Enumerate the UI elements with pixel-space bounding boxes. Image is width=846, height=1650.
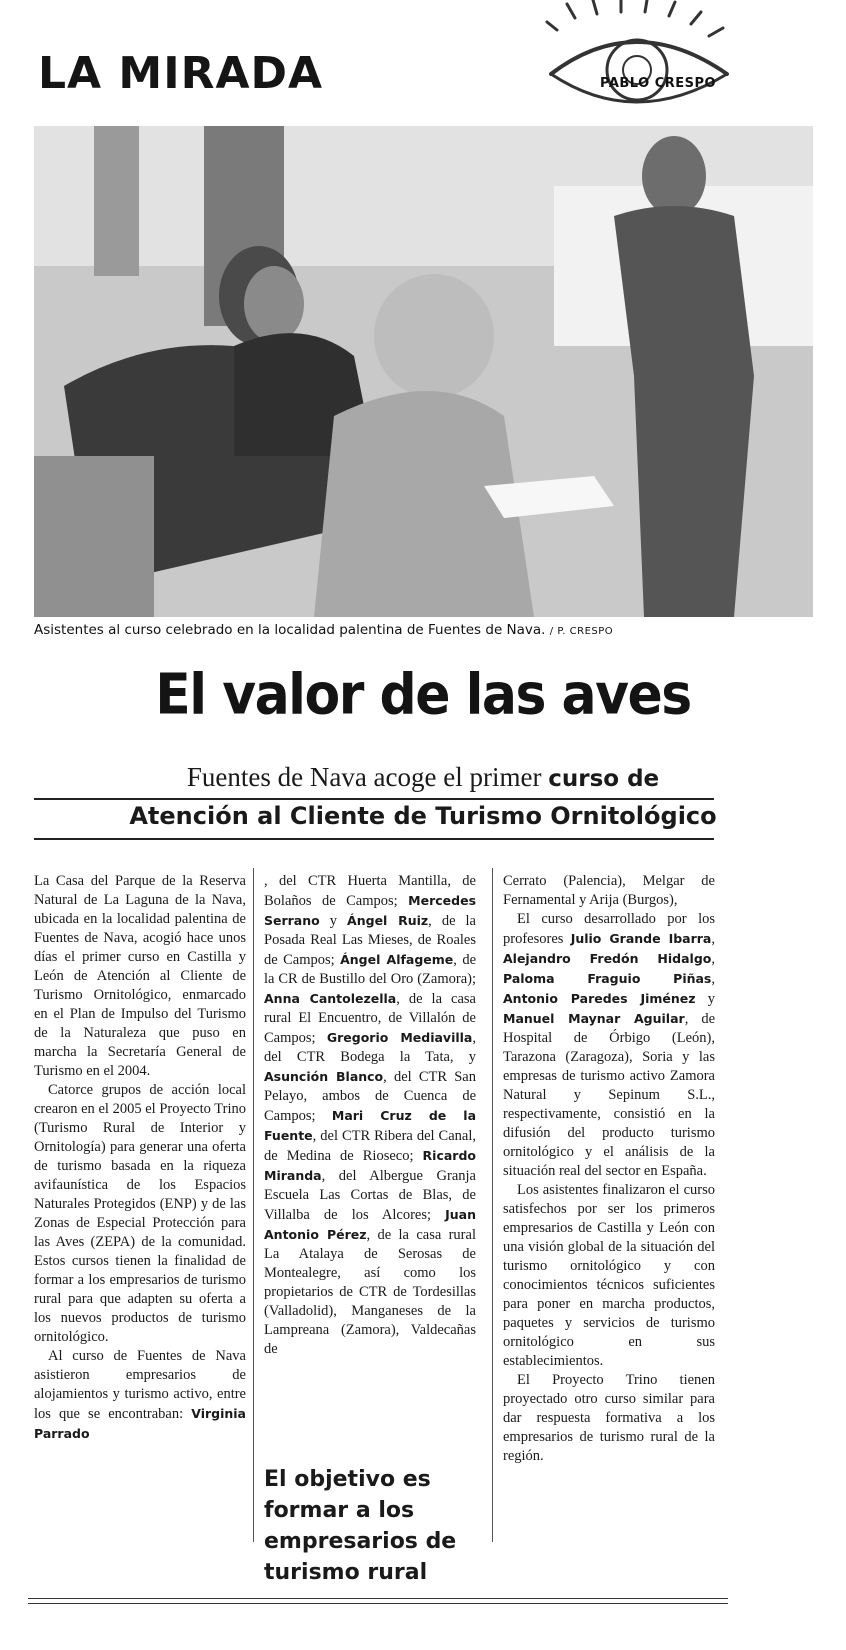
subhead-divider: [34, 798, 714, 800]
person-name: Julio Grande Ibarra: [570, 931, 712, 946]
pull-quote: El objetivo es formar a los empresarios de turismo rural: [264, 1467, 457, 1585]
person-name: Alejandro Fredón Hidalgo: [503, 951, 712, 966]
person-name: Juan Antonio Pérez: [264, 1207, 477, 1242]
paragraph: La Casa del Parque de la Reserva Natural de La Laguna de la Nava, ubicada en la localidad palentina de Fuentes de Nava, acogió hace unos días el primer curso en Castilla y León de Atención al Cliente de Turismo Ornitológico, enmarcado en el Plan de Impulso del Turismo de la Naturaleza que puso en marcha la Secretaría General de Turismo en el 2004.: [34, 873, 246, 1079]
article-column-1: [34, 872, 246, 1444]
paragraph: [34, 1347, 246, 1444]
byline: PABLO CRESPO: [600, 76, 717, 91]
person-name: Gregorio Mediavilla: [326, 1030, 473, 1045]
subhead-light: Fuentes de Nava acoge el primer: [186, 762, 542, 792]
article-column-2: [264, 872, 476, 1359]
paragraph: Los asistentes finalizaron el curso satisfechos por ser los primeros empresarios de Castilla y León con una visión global de la situación del turismo ornitológico y con conocimientos técnicos suficientes para poner en marcha productos, paquetes y servicios de turismo ornitológico en sus establecimientos.: [503, 1182, 715, 1369]
person-name: Ángel Alfageme: [340, 952, 454, 967]
person-name: Ricardo Miranda: [264, 1148, 476, 1183]
person-name: Anna Cantolezella: [264, 991, 397, 1006]
column-divider: [253, 868, 254, 1542]
column-divider: [492, 868, 493, 1542]
article-column-3: [503, 872, 715, 1466]
photo-credit: / P. CRESPO: [549, 626, 614, 637]
headline: El valor de las aves: [155, 662, 691, 728]
paragraph: Catorce grupos de acción local crearon en el 2005 el Proyecto Trino (Turismo Rural de Interior y Ornitología) para generar una oferta de turismo basada en la riqueza avifaunística de los Espacios Naturales Protegidos (ENP) y de las Zonas de Especial Protección para las Aves (ZEPA) de la comunidad. Estos cursos tienen la finalidad de formar a los empresarios de turismo rural para que adapten su oferta a los nuevos productos de turismo ornitológico.: [34, 1082, 246, 1345]
person-name: Asunción Blanco: [264, 1069, 384, 1084]
paragraph: , del CTR Huerta Mantilla, de Bolaños de Campos; Mercedes Serrano y Ángel Ruiz, de la Posada Real Las Mieses, de Roales de Campos; Ángel Alfageme, de la CR de Bustillo del Oro (Zamora); Anna Cantolezella, de la casa rural El Encuentro, de Villalón de Campos; Gregorio Mediavilla, del CTR Bodega la Tata, y Asunción Blanco, del CTR San Pelayo, ambos de Cuenca de Campos; Mari Cruz de la Fuente, del CTR Ribera del Canal, de Medina de Rioseco; Ricardo Miranda, del Albergue Granja Escuela Las Cortas de Blas, de Villalba de los Alcores; Juan Antonio Pérez, de la casa rural La Atalaya de Serosas de Montealegre, así como los propietarios de CTR de Tordesillas (Valladolid), Manganeses de la Lampreana (Zamora), Valdecañas de: [264, 873, 477, 1357]
person-name: Mari Cruz de la Fuente: [264, 1108, 477, 1143]
person-name: Antonio Paredes Jiménez: [503, 991, 696, 1006]
person-name: Ángel Ruiz: [347, 913, 429, 928]
paragraph-text: Al curso de Fuentes de Nava asistieron empresarios de alojamientos y turismo activo, entre los que se encontraban:: [34, 1348, 246, 1422]
photo-caption: [34, 622, 814, 638]
subhead-bottom-rule: [34, 838, 714, 840]
person-name: Virginia Parrado: [34, 1406, 246, 1441]
subheadline-line-1: [0, 762, 846, 793]
section-title: LA MIRADA: [38, 48, 324, 99]
paragraph: El curso desarrollado por los profesores Julio Grande Ibarra, Alejandro Fredón Hidalgo, Paloma Fraguio Piñas, Antonio Paredes Jiménez y Manuel Maynar Aguilar, de Hospital de Órbigo (León), Tarazona (Zaragoza), Soria y las empresas de turismo activo Zamora Natural y Sepinum S.L., respectivamente, consistió en la difusión del producto turismo ornitológico y el análisis de la situación real del sector en España.: [503, 911, 716, 1179]
page-bottom-rule: [28, 1598, 728, 1599]
eye-logo-icon: [545, 0, 735, 120]
paragraph: Cerrato (Palencia), Melgar de Fernamental y Arija (Burgos),: [503, 873, 715, 908]
subhead-strong: curso de: [548, 766, 660, 792]
subheadline-line-2: Atención al Cliente de Turismo Ornitológico: [129, 802, 717, 830]
person-name: Paloma Fraguio Piñas: [503, 971, 712, 986]
paragraph: El Proyecto Trino tienen proyectado otro curso similar para dar respuesta formativa a los empresarios de turismo rural de la región.: [503, 1372, 715, 1464]
person-name: Manuel Maynar Aguilar: [503, 1011, 685, 1026]
page-bottom-rule: [28, 1603, 728, 1604]
person-name: Mercedes Serrano: [264, 893, 477, 928]
article-photo: [34, 126, 813, 617]
caption-text: Asistentes al curso celebrado en la localidad palentina de Fuentes de Nava.: [34, 622, 546, 638]
